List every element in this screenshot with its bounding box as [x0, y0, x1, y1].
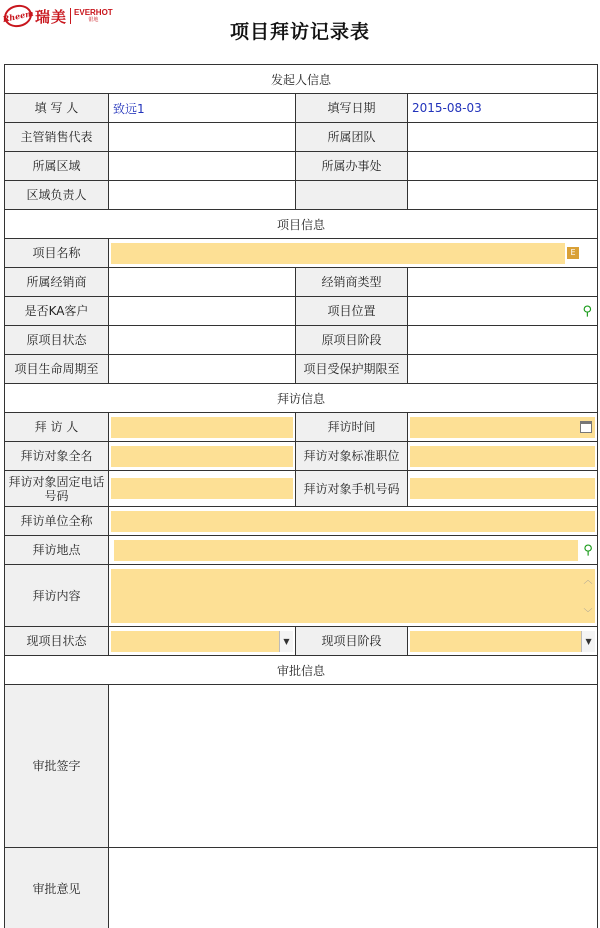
dealer-type-value: [408, 268, 598, 297]
page-title: 项目拜访记录表: [229, 21, 370, 43]
section-approval: 审批信息: [5, 656, 598, 685]
scroll-up-icon[interactable]: ︿: [583, 575, 593, 586]
protection-value: [408, 355, 598, 384]
project-name-label: 项目名称: [5, 239, 109, 268]
office-value: [408, 152, 598, 181]
chevron-down-icon[interactable]: ▼: [581, 631, 595, 652]
ka-customer-label: 是否KA客户: [5, 297, 109, 326]
logo-cn-text: 瑞美: [35, 7, 68, 26]
dealer-label: 所属经销商: [5, 268, 109, 297]
filler-value: 致远1: [113, 101, 145, 116]
lifecycle-label: 项目生命周期至: [5, 355, 109, 384]
ka-customer-value: [109, 297, 296, 326]
page-header: [0, 0, 600, 64]
visit-record-form: [4, 64, 598, 928]
visit-unit-input[interactable]: [111, 511, 595, 532]
approval-opinion-area[interactable]: [109, 848, 598, 928]
visit-time-input[interactable]: [410, 417, 595, 438]
visit-time-label: 拜访时间: [296, 413, 408, 442]
visit-place-input[interactable]: [114, 540, 578, 561]
logo-en-text: EVERHOT: [74, 8, 113, 17]
rheem-logo-icon: Rheem: [2, 2, 34, 29]
sales-rep-value: [109, 123, 296, 152]
approval-opinion-label: 审批意见: [5, 848, 109, 928]
target-mobile-input[interactable]: [410, 478, 595, 499]
approval-signature-area[interactable]: [109, 685, 598, 848]
chevron-down-icon[interactable]: ▼: [279, 631, 293, 652]
target-phone-label: 拜访对象固定电话号码: [5, 471, 109, 507]
location-pin-icon[interactable]: ⚲: [582, 303, 593, 319]
region-lead-value: [109, 181, 296, 210]
filler-label: 填 写 人: [5, 94, 109, 123]
visitor-input[interactable]: [111, 417, 293, 438]
project-name-input[interactable]: [111, 243, 565, 264]
edit-icon[interactable]: E: [567, 247, 579, 259]
protection-label: 项目受保护期限至: [296, 355, 408, 384]
orig-status-value: [109, 326, 296, 355]
visit-place-label: 拜访地点: [5, 536, 109, 565]
target-mobile-label: 拜访对象手机号码: [296, 471, 408, 507]
cur-stage-label: 现项目阶段: [296, 627, 408, 656]
place-pin-icon[interactable]: ⚲: [583, 542, 593, 558]
section-initiator: 发起人信息: [5, 65, 598, 94]
target-position-input[interactable]: [410, 446, 595, 467]
fill-date-value: 2015-08-03: [412, 101, 482, 115]
cur-status-select[interactable]: [111, 631, 293, 652]
cur-stage-select[interactable]: [410, 631, 595, 652]
region-value: [109, 152, 296, 181]
region-lead-label: 区域负责人: [5, 181, 109, 210]
sales-rep-label: 主管销售代表: [5, 123, 109, 152]
orig-status-label: 原项目状态: [5, 326, 109, 355]
target-phone-input[interactable]: [111, 478, 293, 499]
approval-signature-label: 审批签字: [5, 685, 109, 848]
empty-value-cell: [408, 181, 598, 210]
orig-stage-value: [408, 326, 598, 355]
visit-unit-label: 拜访单位全称: [5, 507, 109, 536]
dealer-type-label: 经销商类型: [296, 268, 408, 297]
region-label: 所属区域: [5, 152, 109, 181]
team-label: 所属团队: [296, 123, 408, 152]
dealer-value: [109, 268, 296, 297]
office-label: 所属办事处: [296, 152, 408, 181]
scroll-down-icon[interactable]: ﹀: [583, 608, 593, 619]
fill-date-label: 填写日期: [296, 94, 408, 123]
visitor-label: 拜 访 人: [5, 413, 109, 442]
project-location-label: 项目位置: [296, 297, 408, 326]
target-position-label: 拜访对象标准职位: [296, 442, 408, 471]
calendar-icon[interactable]: [580, 421, 592, 433]
section-project: 项目信息: [5, 210, 598, 239]
logo-sub-text: 银地: [88, 17, 99, 23]
team-value: [408, 123, 598, 152]
target-name-label: 拜访对象全名: [5, 442, 109, 471]
visit-content-label: 拜访内容: [5, 565, 109, 627]
section-visit: 拜访信息: [5, 384, 598, 413]
cur-status-label: 现项目状态: [5, 627, 109, 656]
visit-content-textarea[interactable]: [111, 569, 595, 623]
lifecycle-value: [109, 355, 296, 384]
target-name-input[interactable]: [111, 446, 293, 467]
empty-label-cell: [296, 181, 408, 210]
textarea-scrollbar[interactable]: [581, 569, 595, 623]
orig-stage-label: 原项目阶段: [296, 326, 408, 355]
